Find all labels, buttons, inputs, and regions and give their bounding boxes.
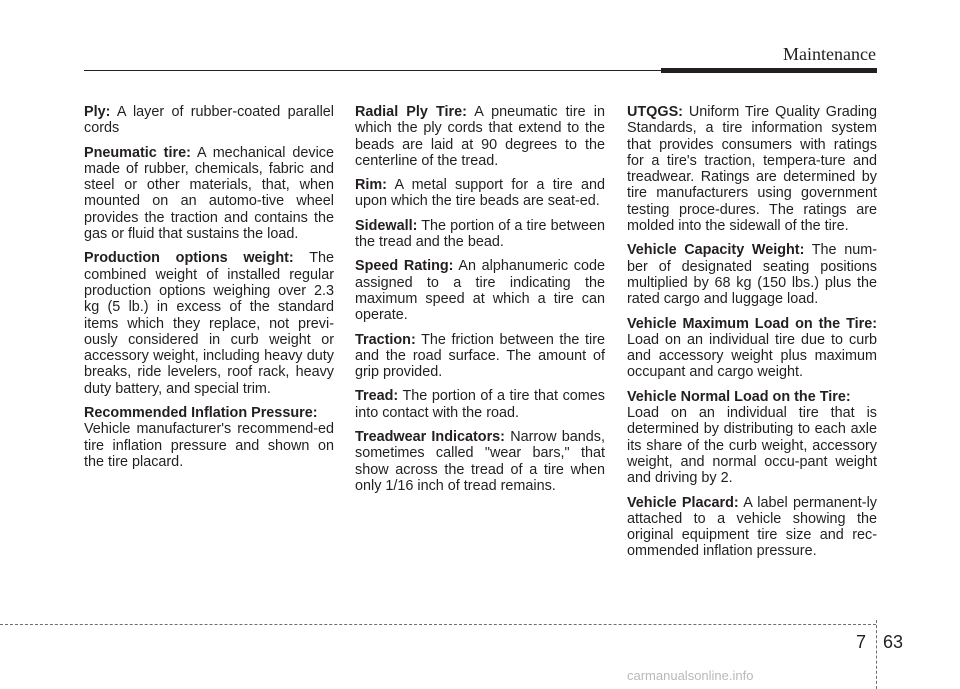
glossary-definition: A metal support for a tire and upon which the tire beads are seat-ed. [355, 177, 605, 210]
glossary-entry-treadwear-indicators [355, 429, 605, 494]
glossary-definition: The num-ber of designated seating positions multiplied by 68 kg (150 lbs.) plus the rated cargo and luggage load. [627, 242, 877, 308]
page-header-title: Maintenance [783, 44, 876, 64]
glossary-column-1 [84, 104, 334, 478]
glossary-entry-vehicle-maximum-load [627, 316, 877, 381]
glossary-term: Ply: [84, 104, 111, 120]
glossary-entry-sidewall [355, 218, 605, 251]
glossary-column-3 [627, 104, 877, 568]
glossary-column-2 [355, 104, 605, 502]
footer-divider [876, 620, 877, 689]
footer-rule [0, 624, 876, 625]
glossary-entry-rim [355, 177, 605, 210]
glossary-entry-utqgs [627, 104, 877, 234]
glossary-entry-ply [84, 104, 334, 137]
glossary-term: Vehicle Maximum Load on the Tire: [627, 315, 877, 332]
glossary-definition: The portion of a tire between the tread and the bead. [355, 217, 605, 251]
glossary-definition: A mechanical device made of rubber, chemicals, fabric and steel or other materials, that, when mounted on an automo-tive wheel provides the traction and contains the gas or fluid that sustains the load. [84, 144, 334, 243]
glossary-definition: Load on an individual tire due to curb and accessory weight plus maximum occupant and cargo weight. [627, 331, 877, 381]
glossary-entry-recommended-inflation-pressure [84, 405, 334, 470]
glossary-term: Rim: [355, 177, 387, 194]
glossary-entry-vehicle-placard [627, 495, 877, 560]
glossary-term: Radial Ply Tire: [355, 104, 467, 120]
glossary-definition: The combined weight of installed regular production options weighing over 2.3 kg (5 lb.) in excess of the standard items which they replace, not previ-ously considered in curb weight or accessory weight, including heavy duty breaks, ride levelers, roof rack, heavy duty battery, and special trim. [84, 250, 334, 397]
glossary-definition: Vehicle manufacturer's recommend-ed tire inflation pressure and shown on the tire placard. [84, 421, 334, 470]
glossary-entry-vehicle-normal-load [627, 389, 877, 487]
glossary-term: Pneumatic tire: [84, 144, 191, 161]
glossary-entry-speed-rating [355, 258, 605, 323]
glossary-term: UTQGS: [627, 104, 683, 120]
glossary-definition: An alphanumeric code assigned to a tire indicating the maximum speed at which a tire can operate. [355, 258, 605, 324]
glossary-definition: A layer of rubber-coated parallel cords [84, 104, 334, 137]
header-rule-accent [661, 68, 877, 73]
glossary-entry-pneumatic-tire [84, 145, 334, 243]
glossary-definition: Narrow bands, sometimes called "wear bars," that show across the tread of a tire when only 1/16 inch of tread remains. [355, 429, 605, 494]
glossary-definition: Load on an individual tire that is determined by distributing to each axle its share of the curb weight, accessory weight, and normal occu-pant weight and driving by 2. [627, 405, 877, 487]
glossary-term: Treadwear Indicators: [355, 429, 505, 446]
glossary-term: Vehicle Capacity Weight: [627, 242, 805, 259]
glossary-term: Production options weight: [84, 250, 294, 267]
glossary-entry-traction [355, 332, 605, 381]
glossary-definition: The portion of a tire that comes into contact with the road. [355, 388, 605, 421]
glossary-definition: A label permanent-ly attached to a vehicle showing the original equipment tire size and rec-ommended inflation pressure. [627, 494, 877, 560]
glossary-definition: Uniform Tire Quality Grading Standards, a tire information system that provides consumers with ratings for a tire's traction, tempera-ture and treadwear. Ratings are determined by tire manufacturers using government testing proce-dures. The ratings are molded into the sidewall of the tire. [627, 104, 877, 235]
glossary-definition: The friction between the tire and the road surface. The amount of grip provided. [355, 331, 605, 381]
glossary-term: Recommended Inflation Pressure: [84, 405, 318, 422]
glossary-term: Speed Rating: [355, 258, 454, 275]
glossary-term: Traction: [355, 331, 416, 348]
glossary-entry-vehicle-capacity-weight [627, 242, 877, 307]
glossary-term: Sidewall: [355, 217, 418, 234]
glossary-term: Vehicle Normal Load on the Tire: [627, 388, 851, 405]
glossary-definition: A pneumatic tire in which the ply cords that extend to the beads are laid at 90 degrees to the centerline of the tread. [355, 104, 605, 169]
watermark-text: carmanualsonline.info [627, 668, 754, 683]
header-rule [84, 70, 661, 71]
page-number: 63 [883, 632, 904, 652]
glossary-term: Tread: [355, 388, 399, 405]
glossary-term: Vehicle Placard: [627, 494, 739, 511]
glossary-entry-tread [355, 388, 605, 421]
chapter-number: 7 [856, 632, 867, 652]
glossary-entry-production-options-weight [84, 250, 334, 397]
glossary-entry-radial-ply-tire [355, 104, 605, 169]
